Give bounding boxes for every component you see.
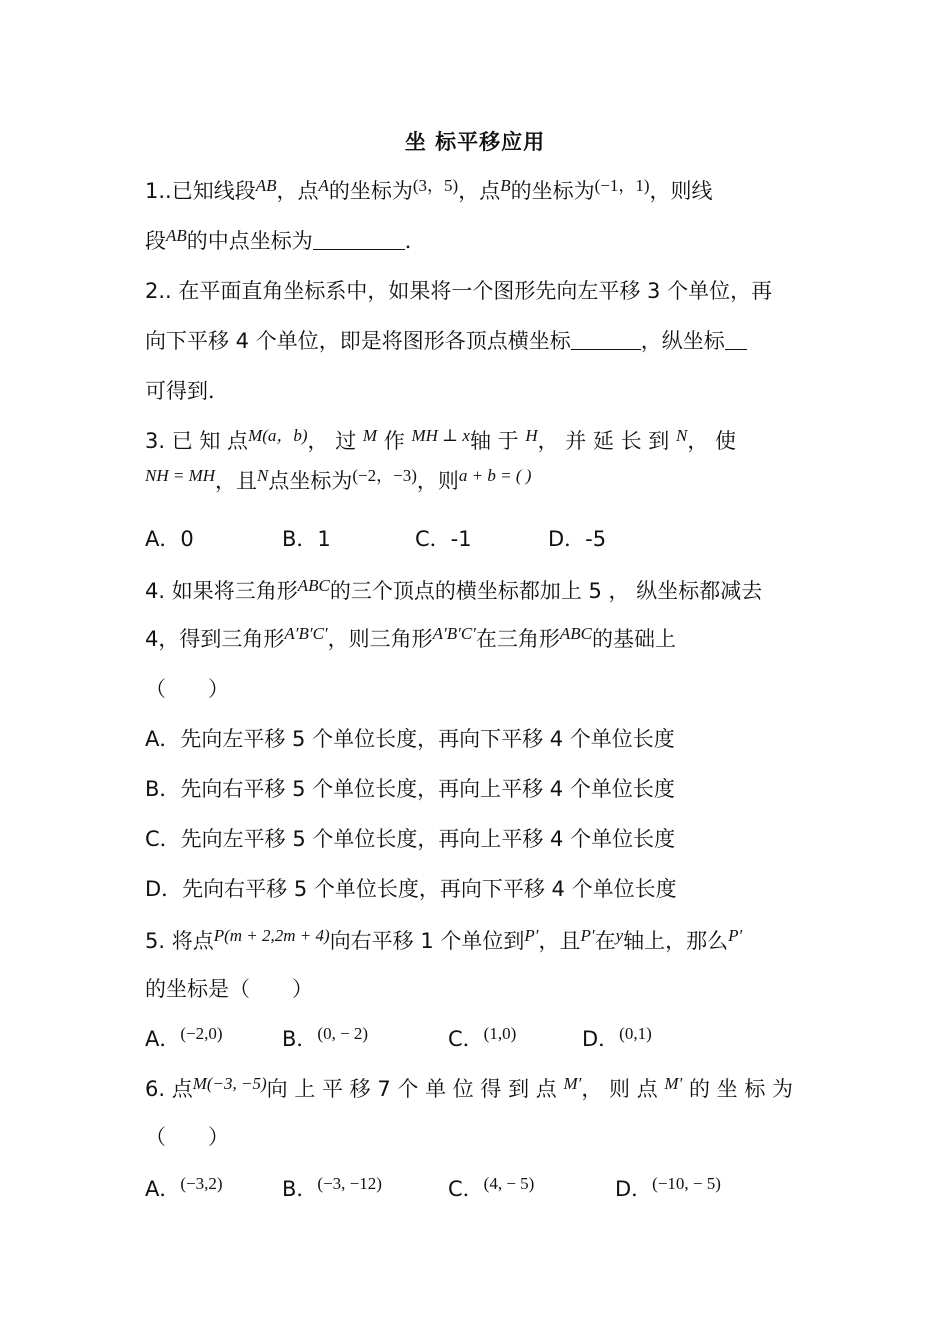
question-4-line-3: （ ） [145,677,229,701]
q4-option-b[interactable]: B．先向右平移 5 个单位长度，再向上平移 4 个单位长度 [145,777,675,801]
question-5-line-2: 的坐标是（ ） [145,977,313,1001]
question-3-line-2: $^{NH = MH}$，且$^N$点坐标为$^{(-2,-3)}$，则$^{a + b = ( )}$ [145,466,532,493]
q3-option-c[interactable]: C．-1 [415,527,472,551]
question-2-line-2: 向下平移 4 个单位，即是将图形各顶点横坐标 ，纵坐标 [145,326,810,356]
question-2-line-3: 可得到． [145,379,229,403]
q4-option-c[interactable]: C．先向左平移 5 个单位长度，再向上平移 4 个单位长度 [145,827,676,851]
q3-option-d[interactable]: D．-5 [548,527,607,551]
q6-option-d[interactable]: D．$^{(-10, - 5)}$ [615,1174,721,1201]
q6-option-c[interactable]: C．$^{(4, - 5)}$ [448,1174,535,1201]
q6-option-b[interactable]: B．$^{(-3, -12)}$ [282,1174,382,1201]
q3-option-b[interactable]: B．1 [282,527,331,551]
question-1-line-1: 1..已知线段$^{AB}$，点$^A$的坐标为$^{(3,5)}$，点$^B$的坐标为$^{(-1,1)}$，则线 [145,176,713,203]
answer-blank-2a[interactable] [571,329,641,350]
q3-option-a[interactable]: A．0 [145,527,194,551]
question-6-line-1: 6. 点$^{M(-3, -5)}$向 上 平 移 7 个 单 位 得 到 点 $^{M'}$， 则 点 $^{M'}$ 的 坐 标 为 [145,1074,794,1101]
question-3-line-1: 3. 已 知 点$^{M(a,b)}$， 过 $^M$ 作 $^{MH \perp x}$轴 于 $^H$， 并 延 长 到 $^N$， 使 [145,426,737,453]
q4-option-d[interactable]: D．先向右平移 5 个单位长度，再向下平移 4 个单位长度 [145,877,677,901]
question-5-line-1: 5. 将点$^{P(m + 2,2m + 4)}$向右平移 1 个单位到$^{P'}$，且$^{P'}$在$^y$轴上，那么$^{P'}$ [145,926,743,953]
question-6-line-2: （ ） [145,1125,229,1149]
q4-option-a[interactable]: A．先向左平移 5 个单位长度，再向下平移 4 个单位长度 [145,727,675,751]
answer-blank-1[interactable] [313,229,405,250]
question-1-line-2: 段$^{AB}$的中点坐标为 ． [145,226,426,253]
answer-blank-2b[interactable] [725,329,747,350]
q5-option-a[interactable]: A．$^{(-2,0)}$ [145,1024,223,1051]
question-4-line-1: 4. 如果将三角形$^{ABC}$的三个顶点的横坐标都加上 5 ， 纵坐标都减去 [145,576,763,603]
q5-option-b[interactable]: B．$^{(0, - 2)}$ [282,1024,369,1051]
q6-option-a[interactable]: A．$^{(-3,2)}$ [145,1174,223,1201]
page-title: 坐 标平移应用 [404,130,546,154]
question-4-line-2: 4，得到三角形$^{A'B'C'}$，则三角形$^{A'B'C'}$在三角形$^{ABC}$的基础上 [145,624,677,651]
question-2-line-1: 2.. 在平面直角坐标系中，如果将一个图形先向左平移 3 个单位，再 [145,279,773,303]
q5-option-c[interactable]: C．$^{(1,0)}$ [448,1024,517,1051]
q5-option-d[interactable]: D．$^{(0,1)}$ [582,1024,652,1051]
